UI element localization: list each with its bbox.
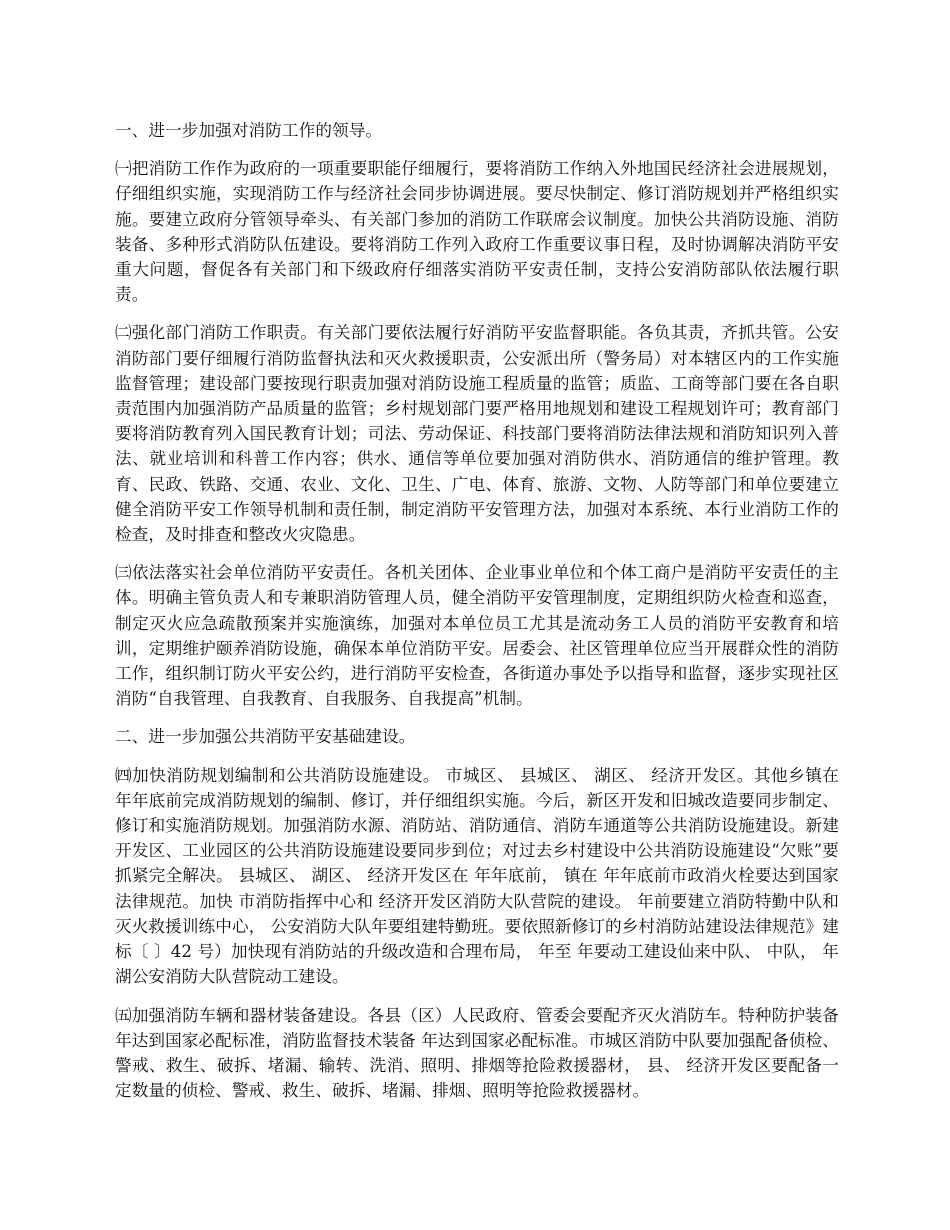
- section-heading: 一、进一步加强对消防工作的领导。: [115, 121, 383, 140]
- paragraph: ㈠把消防工作作为政府的一项重要职能仔细履行，要将消防工作纳入外地国民经济社会进展规划，仔细组织实施，实现消防工作与经济社会同步协调进展。要尽快制定、修订消防规划并严格组织实施。要建立政府分管领导牵头、有关部门参加的消防工作联席会议制度。加快公共消防设施、消防装备、多种形式消防队伍建设。要将消防工作列入政府工作重要议事日程，及时协调解决消防平安重大问题，督促各有关部门和下级政府仔细落实消防平安责任制，支持公安消防部队依法履行职责。: [115, 159, 839, 305]
- paragraph: ㈤加强消防车辆和器材装备建设。各县（区）人民政府、管委会要配齐灭火消防车。特种防护装备 年达到国家必配标准，消防监督技术装备 年达到国家必配标准。市城区消防中队要加强配备侦检、警戒、救生、破拆、堵漏、输转、洗消、照明、排烟等抢险救援器材， 县、 经济开发区要配备一定数量的侦检、警戒、救生、破拆、堵漏、排烟、照明等抢险救援器材。: [115, 1005, 839, 1101]
- paragraph: ㈢依法落实社会单位消防平安责任。各机关团体、企业事业单位和个体工商户是消防平安责任的主体。明确主管负责人和专兼职消防管理人员，健全消防平安管理制度，定期组织防火检查和巡查，制定灭火应急疏散预案并实施演练，加强对本单位员工尤其是流动务工人员的消防平安教育和培训，定期维护颐养消防设施，确保本单位消防平安。居委会、社区管理单位应当开展群众性的消防工作，组织制订防火平安公约，进行消防平安检查，各街道办事处予以指导和监督，逐步实现社区消防“自我管理、自我教育、自我服务、自我提高”机制。: [115, 563, 839, 709]
- paragraph: ㈣加快消防规划编制和公共消防设施建设。 市城区、 县城区、 湖区、 经济开发区。其他乡镇在 年年底前完成消防规划的编制、修订，并仔细组织实施。今后，新区开发和旧城改造要同步制定、修订和实施消防规划。加强消防水源、消防站、消防通信、消防车通道等公共消防设施建设。新建开发区、工业园区的公共消防设施建设要同步到位；对过去乡村建设中公共消防设施建设“欠账”要抓紧完全解决。 县城区、 湖区、 经济开发区在 年年底前， 镇在 年年底前市政消火栓要达到国家法律规范。加快 市消防指挥中心和 经济开发区消防大队营院的建设。 年前要建立消防特勤中队和灭火救援训练中心， 公安消防大队年要组建特勤班。要依照新修订的乡村消防站建设法律规范》建标〔 〕42 号）加快现有消防站的升级改造和合理布局， 年至 年要动工建设仙来中队、 中队， 年 湖公安消防大队营院动工建设。: [115, 765, 839, 987]
- section-heading: 二、进一步加强公共消防平安基础建设。: [115, 727, 416, 747]
- paragraph: ㈡强化部门消防工作职责。有关部门要依法履行好消防平安监督职能。各负其责，齐抓共管。公安消防部门要仔细履行消防监督执法和灭火救援职责，公安派出所（警务局）对本辖区内的工作实施监督管理；建设部门要按现行职责加强对消防设施工程质量的监管；质监、工商等部门要在各自职责范围内加强消防产品质量的监管；乡村规划部门要严格用地规划和建设工程规划许可；教育部门要将消防教育列入国民教育计划；司法、劳动保证、科技部门要将消防法律法规和消防知识列入普法、就业培训和科普工作内容；供水、通信等单位要加强对消防供水、消防通信的维护管理。教育、民政、铁路、交通、农业、文化、卫生、广电、体育、旅游、文物、人防等部门和单位要建立健全消防平安工作领导机制和责任制，制定消防平安管理方法，加强对本系统、本行业消防工作的检查，及时排查和整改火灾隐患。: [115, 323, 839, 545]
- document-body: [115, 118, 839, 1116]
